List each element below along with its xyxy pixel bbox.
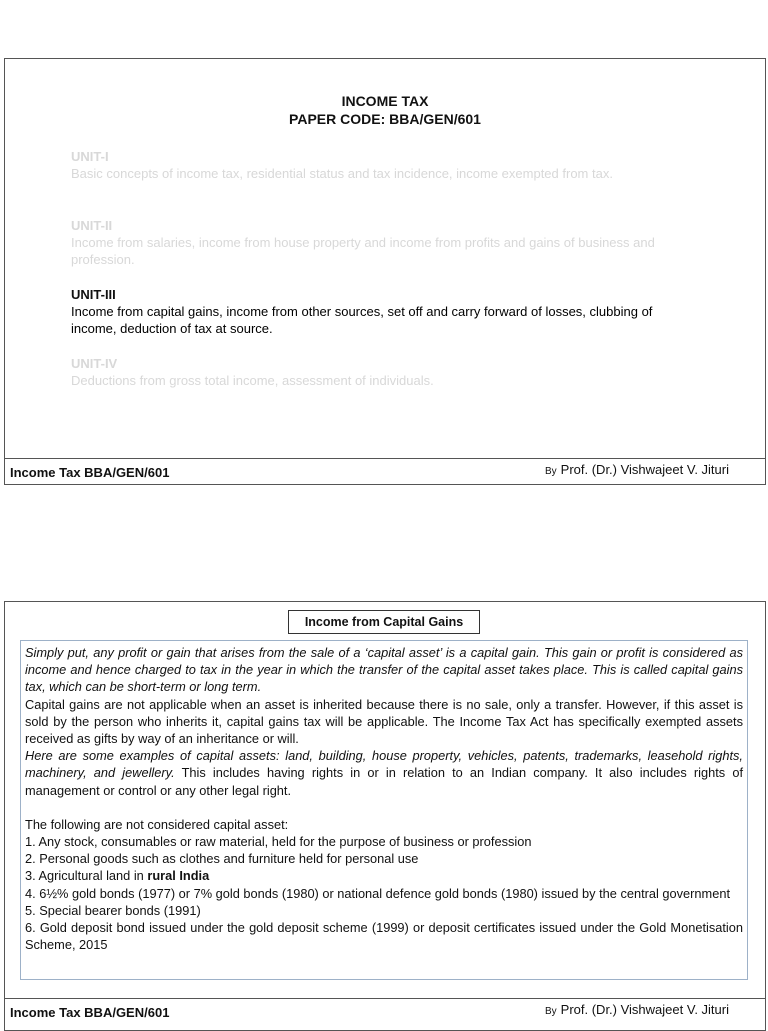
slide-title-block xyxy=(5,92,765,128)
section-title: Income from Capital Gains xyxy=(288,610,480,634)
footer-by: By xyxy=(544,1006,557,1017)
footer-author: Prof. (Dr.) Vishwajeet V. Jituri xyxy=(560,1002,729,1017)
paper-code: PAPER CODE: BBA/GEN/601 xyxy=(289,111,481,127)
list-item: 5. Special bearer bonds (1991) xyxy=(25,902,201,918)
course-title: INCOME TAX xyxy=(341,93,429,109)
list-item: 2. Personal goods such as clothes and furniture held for personal use xyxy=(25,851,419,867)
footer-by: By xyxy=(544,466,557,477)
unit-heading: UNIT-III xyxy=(71,287,116,302)
unit-3 xyxy=(71,286,701,337)
footer-course: Income Tax BBA/GEN/601 xyxy=(10,465,170,480)
intro-paragraph: Simply put, any profit or gain that arises from the sale of a ‘capital asset’ is a capital gain. This gain or profit is considered as income and hence charged to tax in the year in which the transfer of the capital asset takes place. This is called capital gains tax, which can be short-term or long term. xyxy=(25,645,743,695)
footer-author: Prof. (Dr.) Vishwajeet V. Jituri xyxy=(560,462,729,477)
unit-4 xyxy=(71,355,701,389)
unit-heading: UNIT-I xyxy=(71,149,109,164)
inheritance-paragraph: Capital gains are not applicable when an asset is inherited because there is no sale, only a transfer. However, if this asset is sold by the person who inherits it, capital gains tax will be applicable. The Income Tax Act has specifically exempted assets received as gifts by way of an inheritance or will. xyxy=(25,696,743,747)
unit-heading: UNIT-IV xyxy=(71,356,118,371)
unit-heading: UNIT-II xyxy=(71,218,113,233)
slide-footer xyxy=(5,998,765,1025)
footer-author-block xyxy=(545,1002,729,1017)
content-box xyxy=(20,640,748,980)
slide-footer xyxy=(5,458,765,485)
list-item xyxy=(25,867,743,884)
slide-capital-gains xyxy=(4,601,766,1031)
unit-body: Income from capital gains, income from other sources, set off and carry forward of losses, clubbing of income, deduction of tax at source. xyxy=(71,304,653,336)
list-item: 6. Gold deposit bond issued under the gold deposit scheme (1999) or deposit certificates issued under the Gold Monetisation Scheme, 2015 xyxy=(25,920,743,953)
unit-body: Basic concepts of income tax, residential status and tax incidence, income exempted from tax. xyxy=(71,166,613,181)
list-item-bold: rural India xyxy=(147,868,210,884)
slide-syllabus xyxy=(4,58,766,485)
unit-body: Income from salaries, income from house property and income from profits and gains of business and profession. xyxy=(71,235,655,267)
examples-paragraph xyxy=(25,747,743,799)
footer-course: Income Tax BBA/GEN/601 xyxy=(10,1005,170,1020)
list-item-prefix: 3. Agricultural land in xyxy=(25,868,148,884)
examples-italic: Here are some examples of capital assets: land, building, house property, vehicles, patents, trademarks, leasehold rights, machinery, and jewellery. xyxy=(25,748,743,781)
list-item: 4. 6½% gold bonds (1977) or 7% gold bonds (1980) or national defence gold bonds (1980) issued by the central government xyxy=(25,885,731,901)
list-item: 1. Any stock, consumables or raw material, held for the purpose of business or profession xyxy=(25,834,532,850)
unit-body: Deductions from gross total income, assessment of individuals. xyxy=(71,373,434,388)
list-heading: The following are not considered capital asset: xyxy=(25,816,289,832)
unit-2 xyxy=(71,217,701,268)
examples-rest: This includes having rights in or in relation to an Indian company. It also includes rights of management or control or any other legal right. xyxy=(25,765,743,798)
footer-author-block xyxy=(545,462,729,477)
unit-1 xyxy=(71,148,701,182)
